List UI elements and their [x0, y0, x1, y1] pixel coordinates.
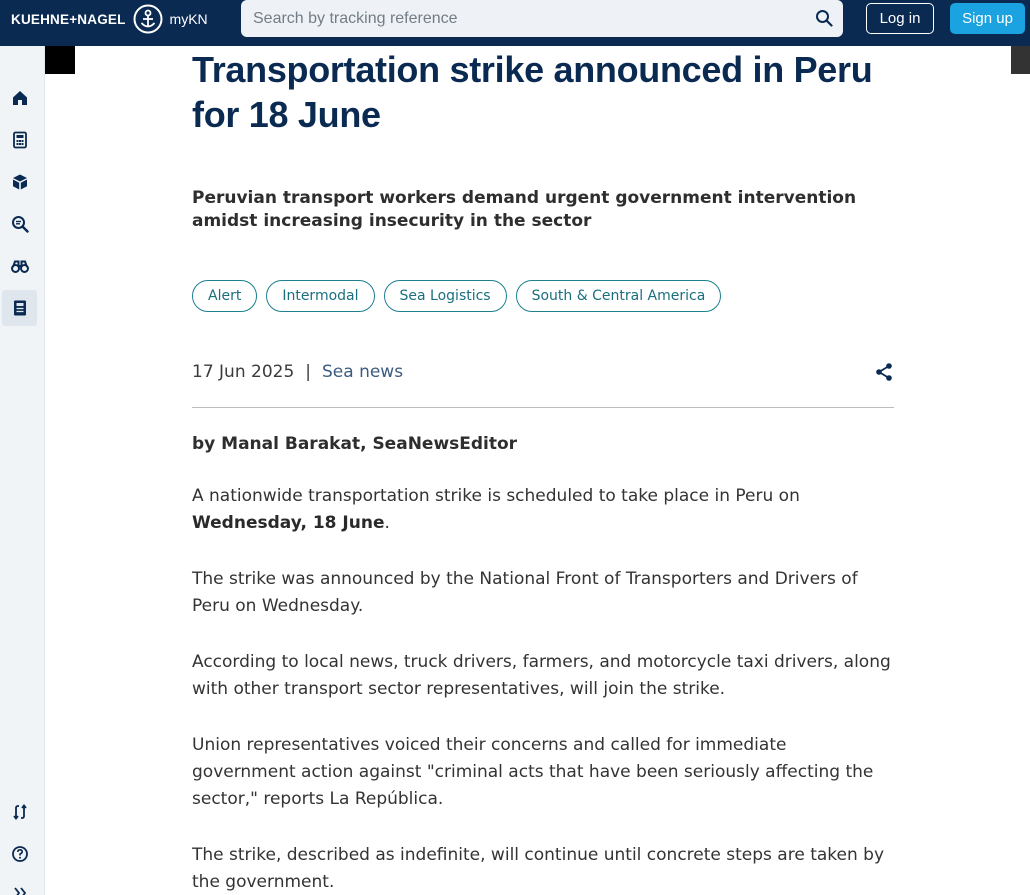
share-icon[interactable] [874, 362, 894, 382]
meta-separator: | [305, 362, 311, 382]
paragraph-1 [192, 483, 894, 537]
tag-south-central-america[interactable]: South & Central America [516, 280, 722, 312]
tag-alert[interactable]: Alert [192, 280, 257, 312]
brand-name: KUEHNE+NAGEL [11, 11, 126, 27]
sidebar-item-help[interactable] [2, 836, 37, 872]
paragraph-2: The strike was announced by the National Front of Transporters and Drivers of Peru on Wednesday. [192, 569, 858, 616]
search-icon[interactable] [815, 9, 833, 27]
sidebar-item-visibility[interactable] [2, 248, 37, 284]
scrollbar-thumb[interactable] [1011, 46, 1030, 74]
anchor-logo-icon [133, 4, 163, 34]
brand-logo-link[interactable] [11, 0, 208, 38]
tag-sea-logistics[interactable]: Sea Logistics [384, 280, 507, 312]
paragraph-1-text: A nationwide transportation strike is scheduled to take place in Peru on [192, 486, 800, 506]
exchange-icon [11, 803, 29, 821]
top-header [0, 0, 1030, 46]
sidebar-item-shipments[interactable] [2, 164, 37, 200]
search-document-icon [11, 215, 29, 233]
search-bar [241, 0, 843, 37]
sidebar-item-home[interactable] [2, 80, 37, 116]
sidebar-expand-toggle[interactable] [2, 875, 37, 895]
calculator-icon [11, 131, 29, 149]
login-button[interactable]: Log in [866, 3, 934, 34]
tag-list [192, 280, 894, 312]
article-meta [192, 359, 894, 385]
help-icon [11, 845, 29, 863]
paragraph-3: According to local news, truck drivers, farmers, and motorcycle taxi drivers, along with other transport sector representatives, will join the strike. [192, 652, 891, 699]
image-edge-left [45, 46, 75, 74]
signup-button[interactable]: Sign up [950, 3, 1025, 34]
publish-date: 17 Jun 2025 [192, 362, 295, 382]
tag-intermodal[interactable]: Intermodal [266, 280, 374, 312]
binoculars-icon [11, 257, 29, 275]
paragraph-1-bold: Wednesday, 18 June [192, 513, 385, 533]
home-icon [11, 89, 29, 107]
article-subtitle: Peruvian transport workers demand urgent government intervention amidst increasing insecurity in the sector [192, 188, 857, 231]
sidebar-item-news[interactable] [2, 290, 37, 326]
page-title: Transportation strike announced in Peru for 18 June [192, 49, 873, 135]
side-navigation [0, 46, 45, 895]
category-link[interactable]: Sea news [322, 362, 404, 382]
box-icon [11, 173, 29, 191]
paragraph-1-end: . [384, 513, 390, 533]
product-name: myKN [169, 11, 208, 27]
article [192, 46, 894, 895]
divider [192, 407, 894, 408]
search-input[interactable] [253, 0, 803, 37]
sidebar-item-track[interactable] [2, 206, 37, 242]
news-icon [11, 299, 29, 317]
sidebar-item-switch[interactable] [2, 794, 37, 830]
expand-icon [11, 884, 29, 895]
sidebar-item-calculator[interactable] [2, 122, 37, 158]
paragraph-5: The strike, described as indefinite, will continue until concrete steps are taken by the government. [192, 845, 885, 892]
byline: by Manal Barakat, SeaNewsEditor [192, 434, 518, 454]
paragraph-4: Union representatives voiced their concerns and called for immediate government action against "criminal acts that have been seriously affecting the sector," reports La República. [192, 735, 874, 809]
